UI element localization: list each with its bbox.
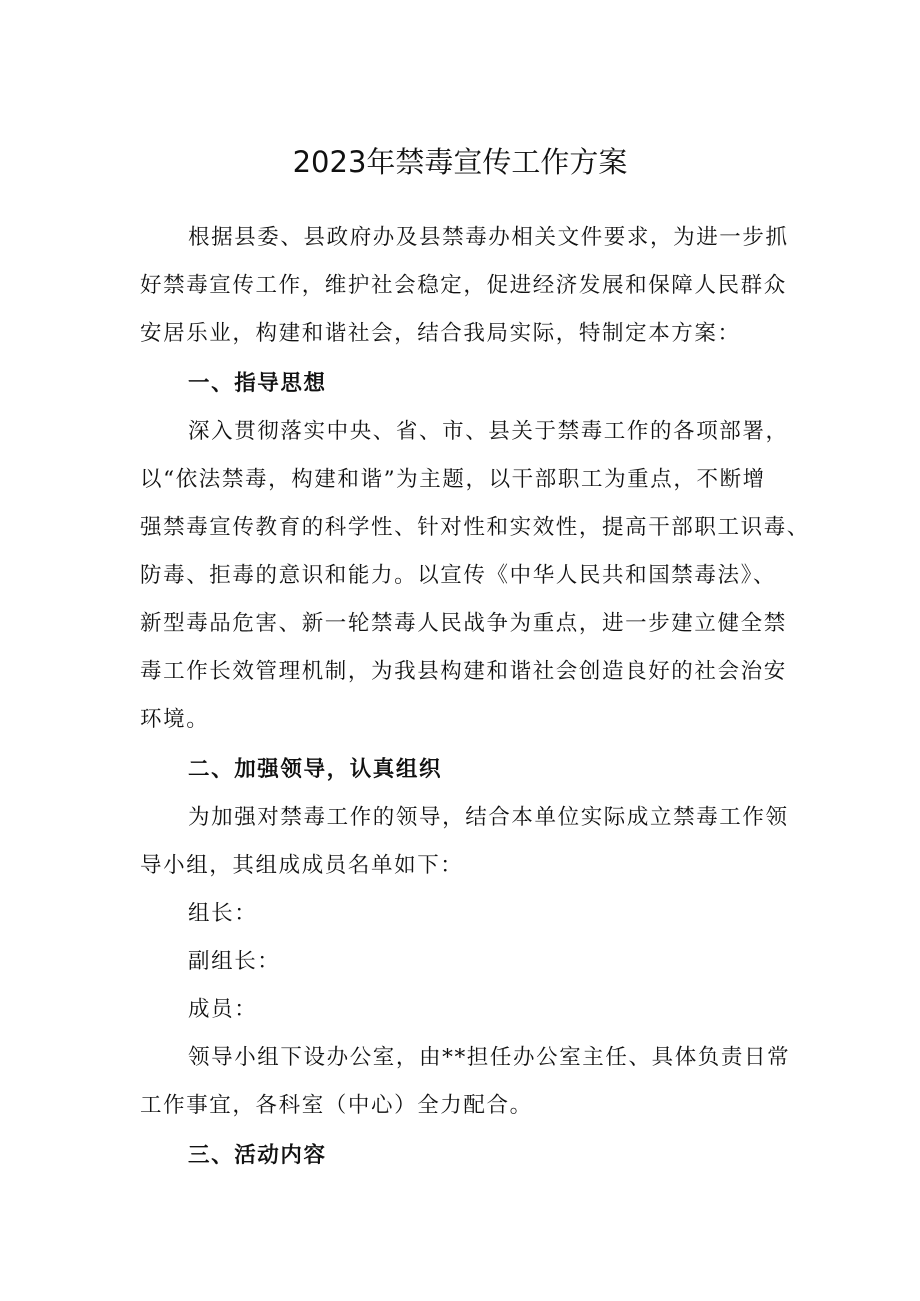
section-3-heading: 三、活动内容 bbox=[188, 1143, 327, 1168]
section-1-line-7: 环境。 bbox=[140, 707, 210, 732]
leader-field: 组长： bbox=[188, 901, 258, 926]
section-2-paragraph bbox=[140, 794, 789, 890]
office-line-1: 领导小组下设办公室，由**担任办公室主任、具体负责日常 bbox=[188, 1045, 791, 1070]
office-line-2: 工作事宜，各科室（中心）全力配合。 bbox=[140, 1093, 533, 1118]
deputy-leader-field: 副组长： bbox=[188, 949, 281, 974]
section-2-heading: 二、加强领导，认真组织 bbox=[188, 757, 443, 782]
intro-line-2: 好禁毒宣传工作，维护社会稳定，促进经济发展和保障人民群众 bbox=[140, 273, 787, 298]
office-paragraph bbox=[140, 1034, 791, 1130]
section-1-line-3: 强禁毒宣传教育的科学性、针对性和实效性，提高干部职工识毒、 bbox=[140, 515, 810, 540]
section-1-line-6: 毒工作长效管理机制，为我县构建和谐社会创造良好的社会治安 bbox=[140, 659, 787, 684]
intro-paragraph bbox=[140, 214, 789, 358]
section-1-line-4: 防毒、拒毒的意识和能力。以宣传《中华人民共和国禁毒法》、 bbox=[140, 563, 777, 588]
document-body bbox=[140, 214, 810, 1180]
section-1-line-5: 新型毒品危害、新一轮禁毒人民战争为重点，进一步建立健全禁 bbox=[140, 611, 787, 636]
section-1-paragraph bbox=[140, 408, 810, 744]
section-1-heading: 一、指导思想 bbox=[188, 371, 327, 396]
section-2-line-2: 导小组，其组成成员名单如下： bbox=[140, 853, 464, 878]
intro-line-3: 安居乐业，构建和谐社会，结合我局实际，特制定本方案： bbox=[140, 321, 741, 346]
members-field: 成员： bbox=[188, 997, 258, 1022]
intro-line-1: 根据县委、县政府办及县禁毒办相关文件要求，为进一步抓 bbox=[188, 225, 789, 250]
section-1-line-2: 以“依法禁毒，构建和谐”为主题，以干部职工为重点，不断增 bbox=[140, 467, 766, 492]
document-title: 2023年禁毒宣传工作方案 bbox=[292, 145, 628, 179]
section-1-line-1: 深入贯彻落实中央、省、市、县关于禁毒工作的各项部署， bbox=[188, 419, 789, 444]
section-2-line-1: 为加强对禁毒工作的领导，结合本单位实际成立禁毒工作领 bbox=[188, 805, 789, 830]
